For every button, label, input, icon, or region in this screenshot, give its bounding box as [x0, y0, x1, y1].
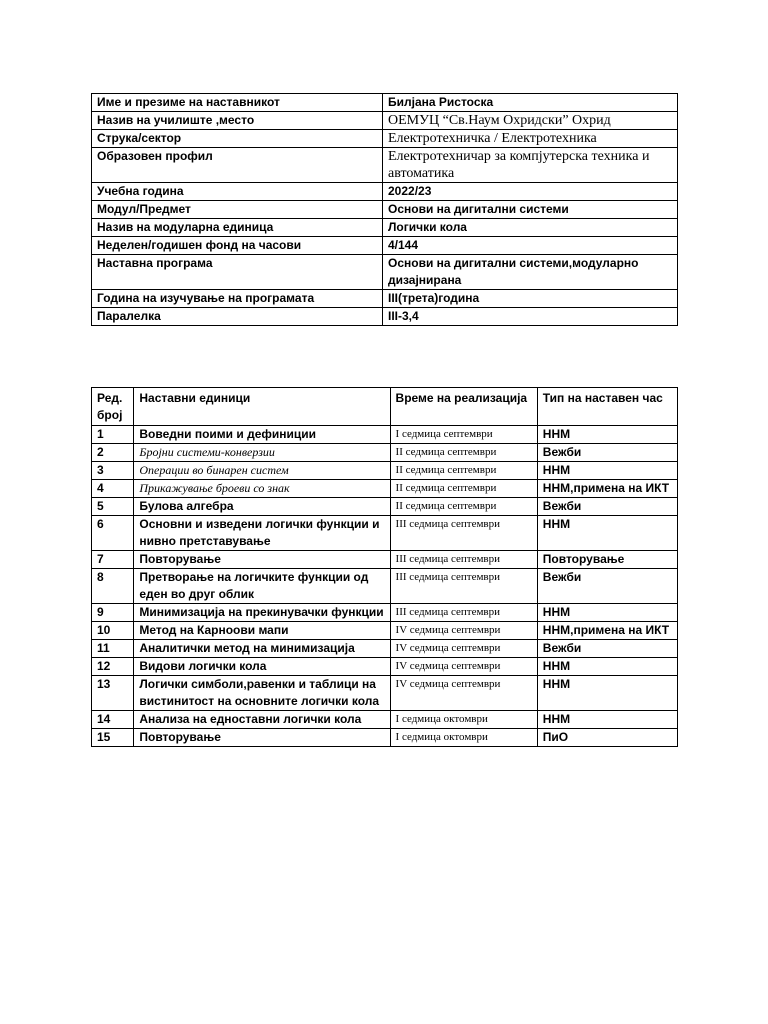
row-unit: Анализа на едноставни логички кола [134, 711, 390, 729]
table-row [92, 622, 678, 640]
info-label: Учебна година [92, 183, 383, 201]
info-label: Наставна програма [92, 255, 383, 290]
info-label: Назив на училиште ,место [92, 112, 383, 130]
info-value: Логички кола [383, 219, 678, 237]
row-unit: Булова алгебра [134, 498, 390, 516]
info-row-hours [92, 237, 678, 255]
row-unit: Прикажување броеви со знак [134, 480, 390, 498]
info-label: Образовен профил [92, 148, 383, 183]
row-time: IV седмица септември [390, 676, 537, 711]
table-row [92, 658, 678, 676]
info-row-teacher [92, 94, 678, 112]
row-unit: Минимизација на прекинувачки функции [134, 604, 390, 622]
info-label: Неделен/годишен фонд на часови [92, 237, 383, 255]
row-time: II седмица септември [390, 480, 537, 498]
info-row-unit [92, 219, 678, 237]
row-unit: Воведни поими и дефиниции [134, 426, 390, 444]
info-row-study-year [92, 290, 678, 308]
table-row [92, 551, 678, 569]
row-type: Вежби [537, 640, 677, 658]
lesson-plan-table [91, 387, 678, 747]
row-type: ННМ [537, 676, 677, 711]
info-row-sector [92, 130, 678, 148]
table-row [92, 480, 678, 498]
info-value: III(трета)година [383, 290, 678, 308]
info-value: Основи на дигитални системи,модуларно дизајнирана [383, 255, 678, 290]
table-row [92, 676, 678, 711]
row-number: 10 [92, 622, 134, 640]
info-label: Име и презиме на наставникот [92, 94, 383, 112]
row-time: III седмица септември [390, 551, 537, 569]
row-unit: Логички симболи,равенки и таблици на вистинитост на основните логички кола [134, 676, 390, 711]
row-type: Повторување [537, 551, 677, 569]
row-number: 15 [92, 729, 134, 747]
table-row [92, 444, 678, 462]
row-type: ННМ [537, 711, 677, 729]
row-number: 9 [92, 604, 134, 622]
table-row [92, 640, 678, 658]
info-label: Година на изучување на програмата [92, 290, 383, 308]
row-time: I седмица октомври [390, 729, 537, 747]
table-row [92, 516, 678, 551]
row-unit: Операции во бинарен систем [134, 462, 390, 480]
row-type: ННМ [537, 658, 677, 676]
row-type: Вежби [537, 569, 677, 604]
row-number: 1 [92, 426, 134, 444]
table-row [92, 729, 678, 747]
teacher-info-table [91, 93, 678, 326]
row-type: Вежби [537, 498, 677, 516]
row-time: IV седмица септември [390, 640, 537, 658]
row-unit: Видови логички кола [134, 658, 390, 676]
row-time: II седмица септември [390, 444, 537, 462]
row-time: IV седмица септември [390, 658, 537, 676]
info-value: 2022/23 [383, 183, 678, 201]
row-number: 13 [92, 676, 134, 711]
row-number: 3 [92, 462, 134, 480]
row-type: ННМ,примена на ИКТ [537, 622, 677, 640]
info-label: Паралелка [92, 308, 383, 326]
info-label: Назив на модуларна единица [92, 219, 383, 237]
info-row-program [92, 255, 678, 290]
row-time: I седмица октомври [390, 711, 537, 729]
row-unit: Претворање на логичките функции од еден во друг облик [134, 569, 390, 604]
row-type: ННМ,примена на ИКТ [537, 480, 677, 498]
row-number: 2 [92, 444, 134, 462]
row-number: 11 [92, 640, 134, 658]
info-row-profile [92, 148, 678, 183]
col-header-time: Време на реализација [390, 388, 537, 426]
info-value: ОЕМУЦ “Св.Наум Охридски” Охрид [383, 112, 678, 130]
row-number: 14 [92, 711, 134, 729]
table-row [92, 498, 678, 516]
info-value: Основи на дигитални системи [383, 201, 678, 219]
info-value: III-3,4 [383, 308, 678, 326]
row-type: ПиО [537, 729, 677, 747]
row-time: IV седмица септември [390, 622, 537, 640]
table-row [92, 604, 678, 622]
row-time: III седмица септември [390, 569, 537, 604]
row-unit: Бројни системи-конверзии [134, 444, 390, 462]
row-number: 4 [92, 480, 134, 498]
col-header-unit: Наставни единици [134, 388, 390, 426]
row-time: II седмица септември [390, 462, 537, 480]
row-time: III седмица септември [390, 516, 537, 551]
row-time: III седмица септември [390, 604, 537, 622]
info-row-class [92, 308, 678, 326]
row-unit: Аналитички метод на минимизација [134, 640, 390, 658]
info-row-subject [92, 201, 678, 219]
row-unit: Повторување [134, 551, 390, 569]
table-row [92, 569, 678, 604]
row-type: ННМ [537, 604, 677, 622]
info-value: 4/144 [383, 237, 678, 255]
row-number: 8 [92, 569, 134, 604]
table-row [92, 711, 678, 729]
table-row [92, 462, 678, 480]
plan-header-row [92, 388, 678, 426]
row-unit: Основни и изведени логички функции и нивно претставување [134, 516, 390, 551]
row-unit: Метод на Карноови мапи [134, 622, 390, 640]
row-time: II седмица септември [390, 498, 537, 516]
row-number: 12 [92, 658, 134, 676]
col-header-type: Тип на наставен час [537, 388, 677, 426]
row-number: 6 [92, 516, 134, 551]
row-number: 5 [92, 498, 134, 516]
row-type: ННМ [537, 462, 677, 480]
row-type: ННМ [537, 426, 677, 444]
info-row-school [92, 112, 678, 130]
row-unit: Повторување [134, 729, 390, 747]
info-row-school-year [92, 183, 678, 201]
row-time: I седмица септември [390, 426, 537, 444]
col-header-number: Ред. број [92, 388, 134, 426]
table-row [92, 426, 678, 444]
row-type: ННМ [537, 516, 677, 551]
info-label: Струка/сектор [92, 130, 383, 148]
info-value: Електротехничар за компјутерска техника и автоматика [383, 148, 678, 183]
row-number: 7 [92, 551, 134, 569]
info-value: Билјана Ристоска [383, 94, 678, 112]
info-value: Електротехничка / Електротехника [383, 130, 678, 148]
info-label: Модул/Предмет [92, 201, 383, 219]
row-type: Вежби [537, 444, 677, 462]
